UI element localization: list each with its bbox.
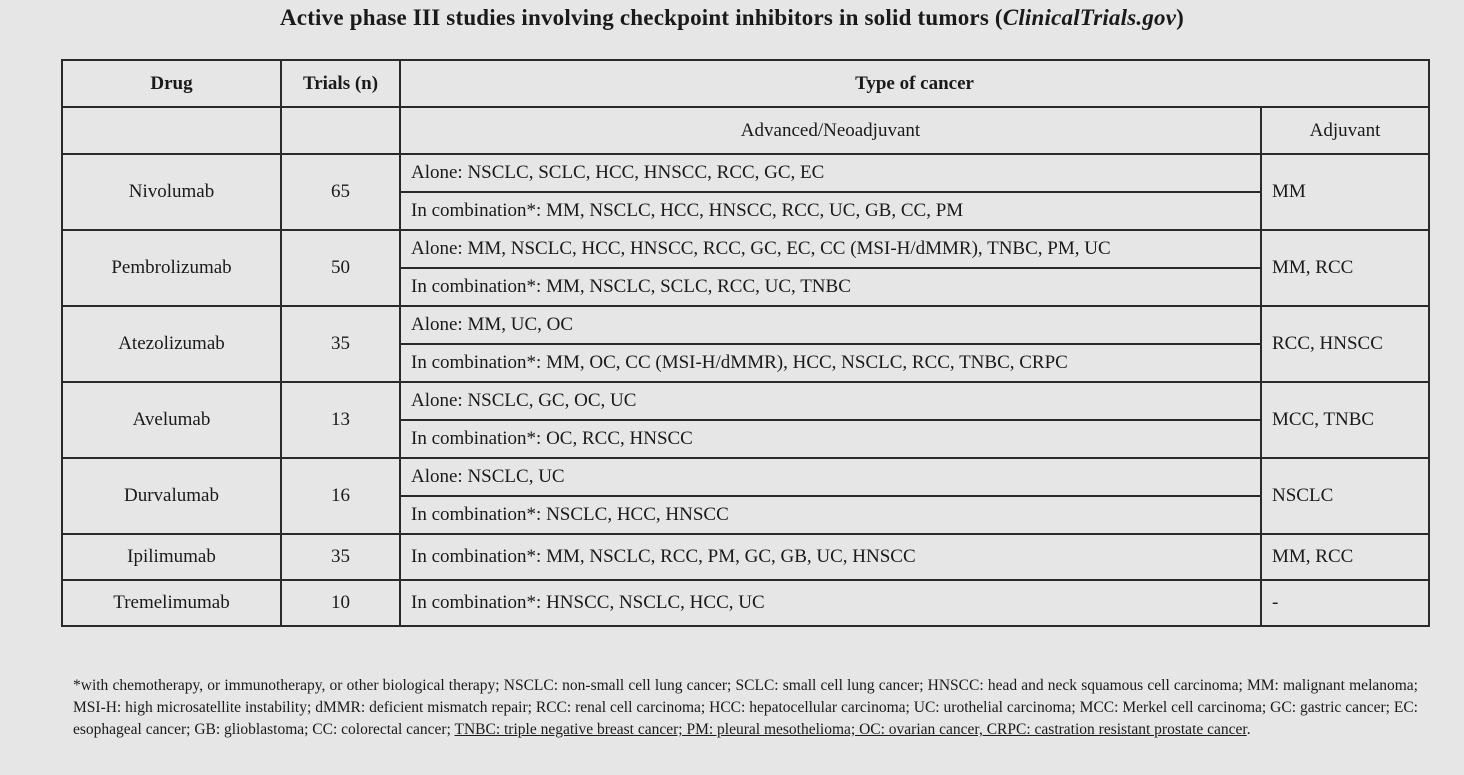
drug-cell: Ipilimumab [62,534,281,580]
title-close: ) [1176,5,1184,30]
trials-cell: 35 [281,306,400,382]
subheader-row [62,107,1429,154]
subheader-empty-trials [281,107,400,154]
combination-cell: In combination*: MM, NSCLC, HCC, HNSCC, RCC, UC, GB, CC, PM [400,192,1261,230]
combination-cell: In combination*: NSCLC, HCC, HNSCC [400,496,1261,534]
drug-cell: Durvalumab [62,458,281,534]
table-row [62,230,1429,268]
alone-cell: Alone: MM, NSCLC, HCC, HNSCC, RCC, GC, EC, CC (MSI-H/dMMR), TNBC, PM, UC [400,230,1261,268]
table-row [62,534,1429,580]
adjuvant-cell: - [1261,580,1429,626]
title-source: ClinicalTrials.gov [1002,5,1177,30]
drug-cell: Avelumab [62,382,281,458]
adjuvant-cell: NSCLC [1261,458,1429,534]
abbreviations-footnote [73,675,1418,741]
drug-cell: Nivolumab [62,154,281,230]
alone-cell: Alone: NSCLC, GC, OC, UC [400,382,1261,420]
subheader-adjuvant: Adjuvant [1261,107,1429,154]
table-row [62,580,1429,626]
combination-cell: In combination*: HNSCC, NSCLC, HCC, UC [400,580,1261,626]
table-title [0,5,1464,31]
header-row [62,60,1429,107]
combination-cell: In combination*: OC, RCC, HNSCC [400,420,1261,458]
drug-cell: Tremelimumab [62,580,281,626]
footnote-end: . [1246,721,1251,738]
header-type-of-cancer: Type of cancer [400,60,1429,107]
combination-cell: In combination*: MM, NSCLC, SCLC, RCC, UC, TNBC [400,268,1261,306]
subheader-advanced: Advanced/Neoadjuvant [400,107,1261,154]
header-drug: Drug [62,60,281,107]
adjuvant-cell: MCC, TNBC [1261,382,1429,458]
alone-cell: Alone: NSCLC, SCLC, HCC, HNSCC, RCC, GC, EC [400,154,1261,192]
adjuvant-cell: MM, RCC [1261,230,1429,306]
title-main: Active phase III studies involving checkpoint inhibitors in solid tumors ( [279,5,1003,30]
alone-cell: Alone: NSCLC, UC [400,458,1261,496]
combination-cell: In combination*: MM, NSCLC, RCC, PM, GC, GB, UC, HNSCC [400,534,1261,580]
trials-cell: 65 [281,154,400,230]
table-row [62,306,1429,344]
trials-cell: 35 [281,534,400,580]
subheader-empty-drug [62,107,281,154]
trials-cell: 16 [281,458,400,534]
drug-cell: Atezolizumab [62,306,281,382]
header-trials: Trials (n) [281,60,400,107]
trials-cell: 50 [281,230,400,306]
adjuvant-cell: MM [1261,154,1429,230]
checkpoint-inhibitor-table [61,59,1430,627]
adjuvant-cell: MM, RCC [1261,534,1429,580]
footnote-underlined-text: TNBC: triple negative breast cancer; PM: pleural mesothelioma; OC: ovarian cancer, CRPC: castration resistant prostate cancer [454,721,1247,738]
trials-cell: 13 [281,382,400,458]
table-row [62,382,1429,420]
drug-cell: Pembrolizumab [62,230,281,306]
table-row [62,154,1429,192]
trials-cell: 10 [281,580,400,626]
adjuvant-cell: RCC, HNSCC [1261,306,1429,382]
alone-cell: Alone: MM, UC, OC [400,306,1261,344]
table-row [62,458,1429,496]
combination-cell: In combination*: MM, OC, CC (MSI-H/dMMR), HCC, NSCLC, RCC, TNBC, CRPC [400,344,1261,382]
footnote-text: *with chemotherapy, or immunotherapy, or other biological therapy; NSCLC: non-small cell lung cancer; SCLC: small cell lung cancer; HNSCC: head and neck squamous cell carcinoma; MM: malignant melanoma; MSI-H: high microsatellite instability; dMMR: deficient mismatch repair; RCC: renal cell carcinoma; HCC: hepatocellular carcinoma; UC: urothelial carcinoma; MCC: Merkel cell carcinoma; GC: gastric cancer; EC: esophageal cancer; GB: glioblastoma; CC: colorectal cancer; [73,677,1418,738]
